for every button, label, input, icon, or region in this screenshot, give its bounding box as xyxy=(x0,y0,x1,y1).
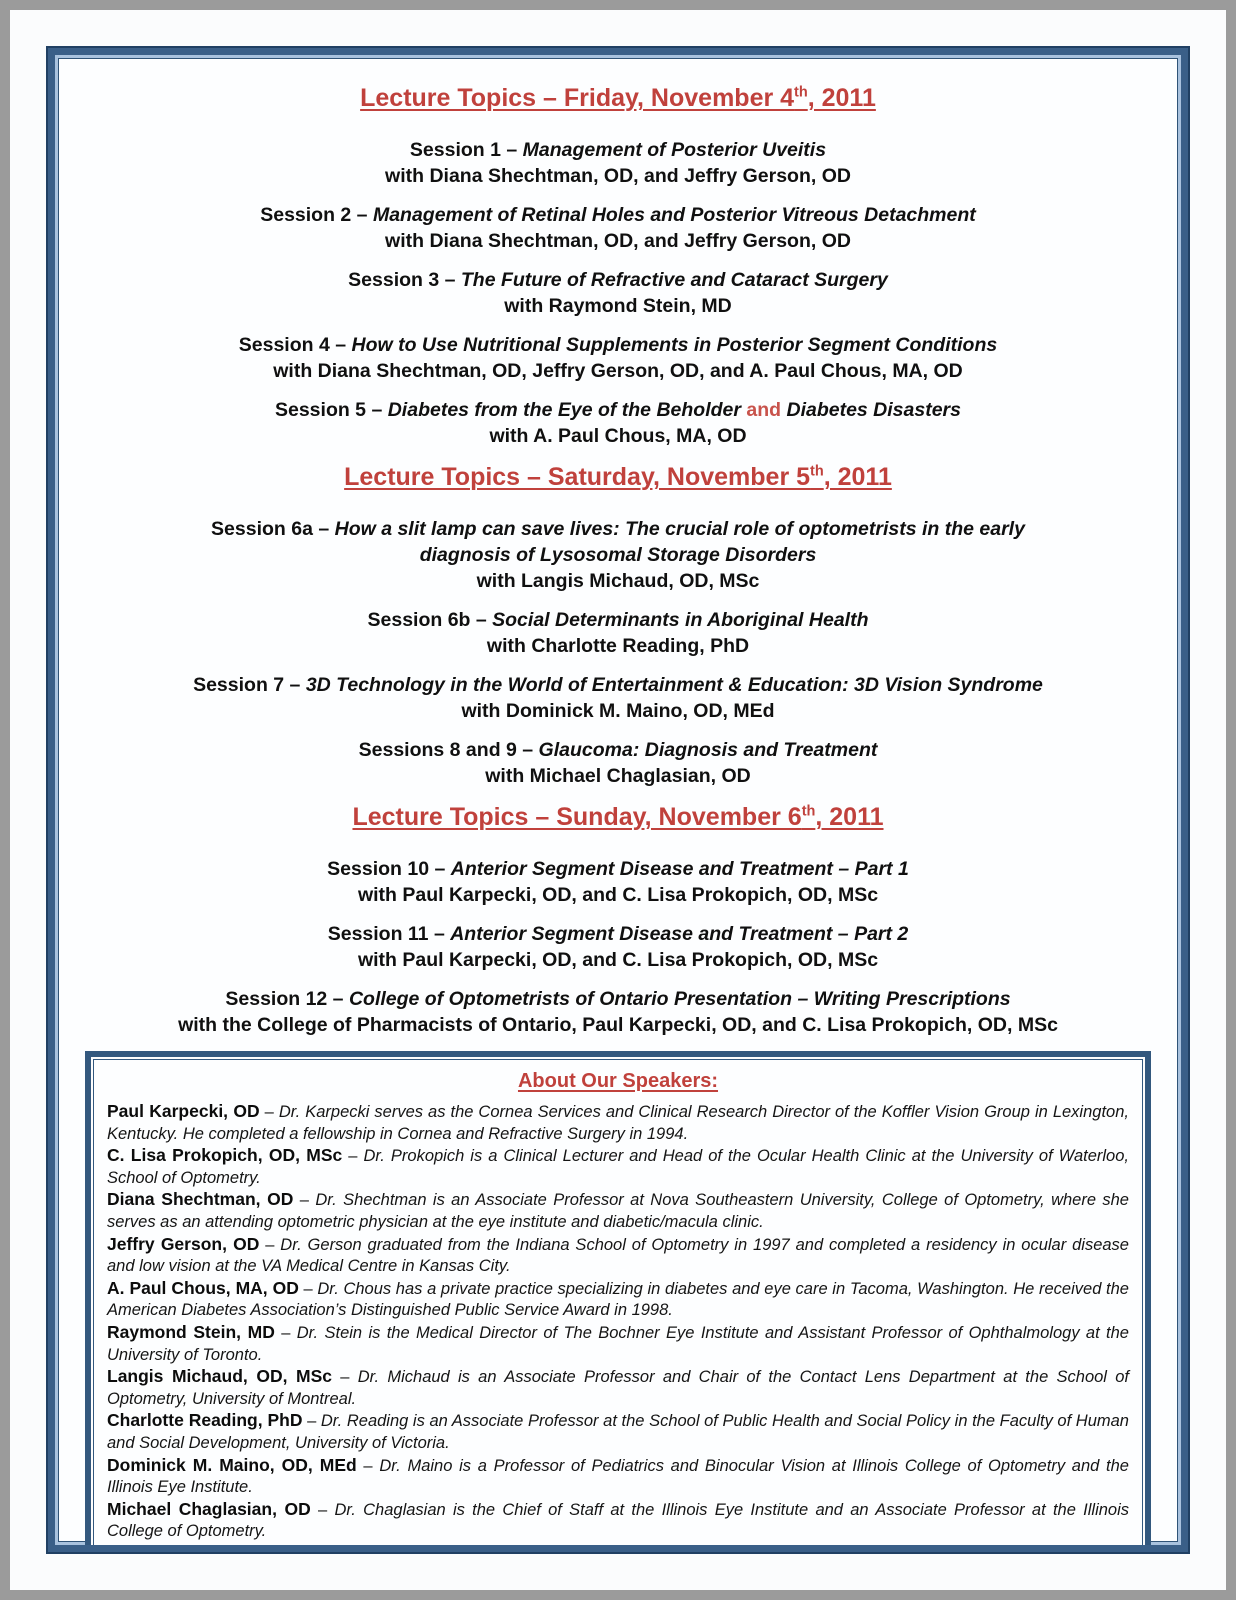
session-label: Session 3 – xyxy=(348,269,461,291)
session-title xyxy=(85,737,1151,763)
session-title xyxy=(85,607,1151,633)
speaker-description: Dr. Stein is the Medical Director of The Bochner Eye Institute and Assistant Professor of Ophthalmology at the University of Toronto. xyxy=(107,1323,1129,1364)
session-block xyxy=(85,267,1151,319)
session-block xyxy=(85,397,1151,449)
day-heading xyxy=(85,462,1151,492)
session-title-segment: Diabetes from the Eye of the Beholder xyxy=(387,399,741,421)
session-label: Session 5 – xyxy=(274,399,388,421)
speaker-description: Dr. Shechtman is an Associate Professor at Nova Southeastern University, College of Optometry, where she serves as an attending optometric physician at the eye institute and diabetic/macula clinic. xyxy=(107,1191,1129,1231)
session-title-segment: Anterior Segment Disease and Treatment – Part 1 xyxy=(450,858,909,880)
speaker-description: Dr. Chous has a private practice specializing in diabetes and eye care in Tacoma, Washington. He received the American Diabetes Association’s Distinguished Public Service Award in 1998. xyxy=(107,1279,1129,1320)
session-label: Sessions 8 and 9 – xyxy=(358,739,539,761)
session-speakers: with the College of Pharmacists of Ontario, Paul Karpecki, OD, and C. Lisa Prokopich, OD, MSc xyxy=(178,1014,1058,1036)
page-border-frame xyxy=(48,48,1188,1552)
session-title-segment: Diabetes Disasters xyxy=(786,399,961,421)
session-speakers: with Michael Chaglasian, OD xyxy=(485,765,751,787)
session-title xyxy=(85,332,1151,358)
session-title xyxy=(85,986,1151,1012)
heading-main: Lecture Topics – Friday, November 4 xyxy=(360,84,795,112)
bio-dash: – xyxy=(342,1147,364,1166)
session-label: Session 6b – xyxy=(367,609,493,631)
session-label: Session 12 – xyxy=(225,988,349,1010)
session-block xyxy=(85,137,1151,189)
session-title xyxy=(85,856,1151,882)
document-page xyxy=(10,10,1226,1590)
speaker-bio xyxy=(107,1499,1129,1543)
session-title-segment: The Future of Refractive and Cataract Surgery xyxy=(460,269,888,291)
session-label: Session 1 – xyxy=(409,139,523,161)
session-title-segment: How to Use Nutritional Supplements in Posterior Segment Conditions xyxy=(351,334,998,356)
session-title xyxy=(85,672,1151,698)
day-heading-text xyxy=(344,463,892,491)
speaker-description: Dr. Prokopich is a Clinical Lecturer and Head of the Ocular Health Clinic at the University of Waterloo, School of Optometry. xyxy=(107,1147,1129,1187)
bio-dash: – xyxy=(331,1368,358,1387)
speaker-bio xyxy=(107,1278,1129,1322)
day-section xyxy=(85,802,1151,1038)
bio-dash: – xyxy=(259,1235,281,1254)
heading-tail: , 2011 xyxy=(807,84,876,112)
speaker-description: Dr. Michaud is an Associate Professor and Chair of the Contact Lens Department at the School of Optometry, University of Montreal. xyxy=(107,1368,1129,1408)
session-title-segment: Management of Posterior Uveitis xyxy=(522,139,827,161)
session-block xyxy=(85,607,1151,659)
session-speakers: with Langis Michaud, OD, MSc xyxy=(476,570,760,592)
session-speakers: with Paul Karpecki, OD, and C. Lisa Prokopich, OD, MSc xyxy=(357,884,879,906)
session-block xyxy=(85,737,1151,789)
session-label: Session 10 – xyxy=(327,858,451,880)
speaker-description: Dr. Gerson graduated from the Indiana School of Optometry in 1997 and completed a residency in ocular disease and low vision at the VA Medical Centre in Kansas City. xyxy=(107,1235,1129,1276)
day-heading xyxy=(85,802,1151,832)
speaker-bio xyxy=(107,1189,1129,1233)
heading-ordinal: th xyxy=(794,84,808,101)
speaker-bio xyxy=(107,1366,1129,1410)
speaker-description: Dr. Chaglasian is the Chief of Staff at the Illinois Eye Institute and an Associate Professor at the Illinois College of Optometry. xyxy=(107,1500,1130,1541)
session-title-and-red: and xyxy=(740,399,787,421)
speaker-description: Dr. Maino is a Professor of Pediatrics and Binocular Vision at Illinois College of Optometry and the Illinois Eye Institute. xyxy=(107,1456,1129,1497)
speaker-name: Raymond Stein, MD xyxy=(107,1321,275,1342)
speaker-name: Dominick M. Maino, OD, MEd xyxy=(107,1454,357,1475)
session-label: Session 11 – xyxy=(327,923,451,945)
session-speakers: with Diana Shechtman, OD, and Jeffry Gerson, OD xyxy=(385,230,851,252)
day-heading xyxy=(85,83,1151,113)
bio-dash: – xyxy=(298,1279,318,1298)
session-title xyxy=(85,137,1151,163)
session-speakers: with Diana Shechtman, OD, Jeffry Gerson, OD, and A. Paul Chous, MA, OD xyxy=(273,360,963,382)
speaker-name: Charlotte Reading, PhD xyxy=(107,1410,303,1431)
lecture-schedule xyxy=(85,83,1151,1038)
bio-dash: – xyxy=(302,1412,321,1431)
speaker-name: Langis Michaud, OD, MSc xyxy=(107,1366,332,1387)
day-heading-text xyxy=(352,803,883,831)
session-speakers: with Dominick M. Maino, OD, MEd xyxy=(461,700,775,722)
day-section xyxy=(85,462,1151,789)
session-title xyxy=(178,516,1058,568)
heading-main: Lecture Topics – Saturday, November 5 xyxy=(344,463,811,491)
session-block xyxy=(85,202,1151,254)
session-block xyxy=(85,986,1151,1038)
speaker-name: A. Paul Chous, MA, OD xyxy=(107,1277,299,1298)
session-title-segment: College of Optometrists of Ontario Presentation – Writing Prescriptions xyxy=(348,988,1011,1010)
session-title xyxy=(85,397,1151,423)
session-title xyxy=(85,921,1151,947)
bio-dash: – xyxy=(274,1323,297,1342)
speakers-box-heading: About Our Speakers: xyxy=(517,1070,719,1092)
speaker-bio-list xyxy=(107,1101,1129,1543)
session-speakers: with Charlotte Reading, PhD xyxy=(486,635,750,657)
session-block xyxy=(85,516,1151,594)
speaker-name: C. Lisa Prokopich, OD, MSc xyxy=(107,1145,343,1166)
session-title-segment: How a slit lamp can save lives: The crucial role of optometrists in the early diagnosis of Lysosomal Storage Disorders xyxy=(334,518,1025,566)
session-title xyxy=(85,202,1151,228)
bio-dash: – xyxy=(293,1191,316,1210)
session-title xyxy=(85,267,1151,293)
heading-tail: , 2011 xyxy=(815,803,884,831)
session-label: Session 7 – xyxy=(193,674,306,696)
speaker-description: Dr. Reading is an Associate Professor at the School of Public Health and Social Policy in the Faculty of Human and Social Development, University of Victoria. xyxy=(107,1412,1129,1452)
speaker-bio xyxy=(107,1145,1129,1189)
day-section xyxy=(85,83,1151,449)
session-block xyxy=(85,332,1151,384)
speaker-name: Michael Chaglasian, OD xyxy=(107,1498,311,1519)
session-label: Session 4 – xyxy=(238,334,352,356)
speaker-bio xyxy=(107,1101,1129,1145)
bio-dash: – xyxy=(310,1500,335,1519)
session-title-segment: Anterior Segment Disease and Treatment – Part 2 xyxy=(450,923,909,945)
speakers-box xyxy=(85,1051,1151,1552)
speaker-bio xyxy=(107,1410,1129,1454)
session-label: Session 6a – xyxy=(211,518,335,540)
speaker-bio xyxy=(107,1322,1129,1366)
heading-ordinal: th xyxy=(801,803,816,820)
session-title-segment: 3D Technology in the World of Entertainment & Education: 3D Vision Syndrome xyxy=(305,674,1043,696)
heading-ordinal: th xyxy=(810,463,824,480)
session-title-segment: Management of Retinal Holes and Posterior Vitreous Detachment xyxy=(372,204,976,226)
session-block xyxy=(85,672,1151,724)
speaker-name: Paul Karpecki, OD xyxy=(107,1101,260,1121)
session-block xyxy=(85,856,1151,908)
session-title-segment: Glaucoma: Diagnosis and Treatment xyxy=(538,739,878,761)
speaker-name: Jeffry Gerson, OD xyxy=(107,1233,260,1254)
session-block xyxy=(85,921,1151,973)
speaker-bio xyxy=(107,1234,1129,1278)
heading-main: Lecture Topics – Sunday, November 6 xyxy=(352,803,802,831)
day-heading-text xyxy=(360,84,876,112)
bio-dash: – xyxy=(356,1456,380,1475)
session-speakers: with A. Paul Chous, MA, OD xyxy=(489,425,747,447)
bio-dash: – xyxy=(259,1103,279,1121)
session-speakers: with Diana Shechtman, OD, and Jeffry Gerson, OD xyxy=(385,165,851,187)
speaker-bio xyxy=(107,1455,1129,1499)
session-speakers: with Paul Karpecki, OD, and C. Lisa Prokopich, OD, MSc xyxy=(357,949,879,971)
session-title-segment: Social Determinants in Aboriginal Health xyxy=(492,609,869,631)
speaker-description: Dr. Karpecki serves as the Cornea Services and Clinical Research Director of the Koffler Vision Group in Lexington, Kentucky. He completed a fellowship in Cornea and Refractive Surgery in 1994. xyxy=(107,1103,1129,1143)
session-speakers: with Raymond Stein, MD xyxy=(504,295,732,317)
session-label: Session 2 – xyxy=(260,204,373,226)
heading-tail: , 2011 xyxy=(823,463,892,491)
speaker-name: Diana Shechtman, OD xyxy=(107,1189,294,1210)
